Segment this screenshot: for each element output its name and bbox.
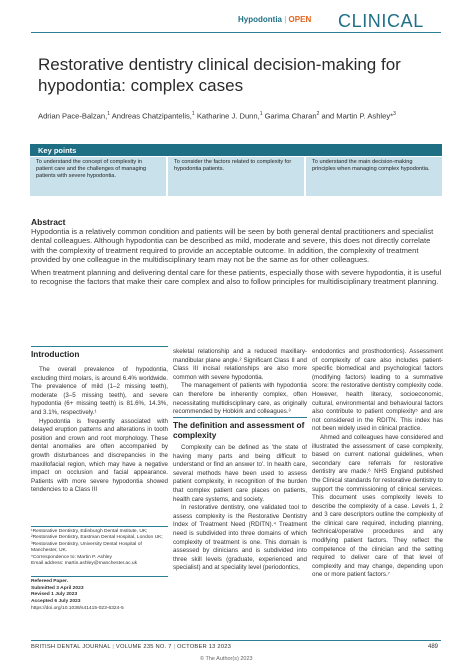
affiliation-line: ²Restorative Dentistry, Eastman Dental Hospital, London UK; ³Restorative Dentistry, University Dental Hospital of Manchester, UK. <box>31 535 163 554</box>
key-points-title: Key points <box>38 146 77 155</box>
journal-name: BRITISH DENTAL JOURNAL <box>31 644 111 650</box>
body-paragraph: The overall prevalence of hypodontia, excluding third molars, is around 6.4% worldwide. The prevalence of mild (1–2 missing teeth), moderate (3–5 missing teeth), and severe hypodontia (6+ missing teeth) is 81.6%, 14.3%, and 3.1%, respectively.¹ <box>31 366 168 416</box>
issue-date: OCTOBER 13 2023 <box>176 644 232 650</box>
journal-citation: BRITISH DENTAL JOURNAL | VOLUME 235 NO. 7 | OCTOBER 13 2023 <box>31 644 232 650</box>
author-affiliation-mark: 1 <box>107 111 111 117</box>
key-point-item: To consider the factors related to complexity for hypodontia patients. <box>168 157 304 196</box>
key-point-item: To understand the main decision-making principles when managing complex hypodontia. <box>306 157 442 196</box>
key-points-bar <box>30 144 442 156</box>
author-name[interactable]: Andreas Chatzipantelis, <box>111 111 192 121</box>
revised-date: Revised 1 July 2023 <box>31 592 78 598</box>
correspondence-line: *Correspondence to: Martin P. Ashley <box>31 554 112 560</box>
category-label: CLINICAL <box>338 11 424 31</box>
author-name[interactable]: Adrian Pace-Balzan, <box>38 111 108 121</box>
abstract-heading: Abstract <box>31 217 66 227</box>
author-name[interactable]: Katharine J. Dunn, <box>196 111 260 121</box>
header-divider <box>31 32 441 33</box>
article-type: Refereed Paper. <box>31 579 68 584</box>
body-paragraph: The management of patients with hypodontia can therefore be inherently complex, often necessitating multidisciplinary care, as originally recommended by Hobkirk and colleagues.³ <box>173 382 307 416</box>
complexity-heading: The definition and assessment of complexity <box>173 420 305 440</box>
page-number: 489 <box>428 644 439 650</box>
author-affiliation-mark: 1 <box>259 111 263 117</box>
column-1-text <box>31 366 168 495</box>
abstract-paragraph: When treatment planning and delivering dental care for these patients, especially those with severe hypodontia, it is useful to recognise the factors that make their care complex and also to follow principles for multidisciplinary treatment planning. <box>31 267 442 287</box>
author-name[interactable]: Garima Charan <box>264 111 317 121</box>
article-info-divider <box>31 576 168 577</box>
section-divider <box>173 417 307 418</box>
abstract-body <box>31 227 443 289</box>
section-divider <box>31 346 168 347</box>
column-2b-text <box>173 444 307 573</box>
author-affiliation-mark: 1 <box>191 111 195 117</box>
submitted-date: Submitted 3 April 2023 <box>31 585 84 591</box>
author-affiliation-mark: 3 <box>393 111 396 117</box>
author-affiliation-mark: 2 <box>316 111 320 117</box>
section-label: Hypodontia <box>238 15 282 24</box>
key-point-item: To understand the concept of complexity in patient care and the challenges of managing patients with severe hypodontia. <box>30 157 166 196</box>
introduction-heading: Introduction <box>31 349 80 359</box>
article-title: Restorative dentistry clinical decision-making for hypodontia: complex cases <box>38 55 401 95</box>
column-2-text <box>173 348 307 417</box>
body-paragraph: endodontics and prosthodontics). Assessment of complexity of care also includes patient-specific biomedical and psychological factors (modifying factors) leading to a summative score: the restorative dentistry complexity code. However, health literacy, socioeconomic, cultural, environmental and behavioural factors also contribute to patient complexity⁵ and are not considered in the RDITN. This index has not been widely used in clinical practice. <box>312 348 443 433</box>
author-name[interactable]: and Martin P. Ashley* <box>321 111 394 121</box>
accepted-date: Accepted 6 July 2023 <box>31 599 81 605</box>
doi-link[interactable]: https://doi.org/10.1038/s41415-023-6324-5 <box>31 605 124 611</box>
article-info <box>31 579 168 613</box>
abstract-paragraph: Hypodontia is a relatively common condition and patients will be seen by both general dental practitioners and specialist dental colleagues. Although hypodontia can be described as mild, moderate and severe, this does not directly correlate with the complexity of treatment required to provide an acceptable outcome. In addition, the complexity of treatment provided by one colleague in the multidisciplinary team may not be the same as for other colleagues. <box>31 227 434 265</box>
footer-divider <box>31 640 441 641</box>
section-tag <box>238 15 311 24</box>
affiliation-line: ¹Restorative Dentistry, Edinburgh Dental Institute, UK; <box>31 529 148 534</box>
affiliation-divider <box>31 526 168 527</box>
body-paragraph: Ahmed and colleagues have considered and illustrated the assessment of case complexity, based on current national guidelines, when secondary care referrals for restorative dentistry are made.⁶ NHS England published the Clinical standards for restorative dentistry to support the commissioning of clinical services. This document uses complexity levels to describe the complexity of a case. Levels 1, 2 and 3 care descriptors outline the complexity of the clinical care required, including planning, technical/operative procedures and any modifying patient factors. They reflect the competence of the clinician and the setting required to deliver care of that level of complexity and may change, depending upon one or more patient factors.⁷ <box>312 433 443 579</box>
column-3-text <box>312 348 443 580</box>
body-paragraph: Hypodontia is frequently associated with delayed eruption patterns and alterations in tooth position and crown and root morphology. These dental anomalies are often accompanied by growth disturbances and discrepancies in the maxillofacial region, which may have a negative impact on occlusion and facial appearance. Patients with more severe hypodontia showed tendencies to a Class III <box>31 417 168 494</box>
body-paragraph: In restorative dentistry, one validated tool to assess complexity is the Restorative Dentistry Index of Treatment Need (RDITN).⁴ Treatment need is subdivided into three domains of which complexity of treatment is one. This domain is assessed by clinicians and is subdivided into three skill levels (graduate, experienced and specialist) and at speciality level (periodontics, <box>173 504 307 572</box>
journal-volume: VOLUME 235 NO. 7 <box>115 644 172 650</box>
copyright-notice: © The Author(s) 2023 <box>200 656 253 662</box>
body-paragraph: Complexity can be defined as 'the state of having many parts and being difficult to understand or find an answer to'. In health care, several methods have been used to assess patient complexity, in recognition of the burden that complex patient care places on patients, health care systems, and society. <box>173 444 307 503</box>
email-line[interactable]: Email address: martin.ashley@manchester.ac.uk <box>31 561 138 567</box>
body-paragraph: skeletal relationship and a reduced maxillary-mandibular plane angle.² Significant Class II and Class III incisal relationships are also more common with severe hypodontia. <box>173 348 307 381</box>
affiliations <box>31 529 168 567</box>
open-access-badge[interactable]: OPEN <box>288 15 312 24</box>
author-list <box>38 109 448 122</box>
section-separator: | <box>284 15 287 24</box>
